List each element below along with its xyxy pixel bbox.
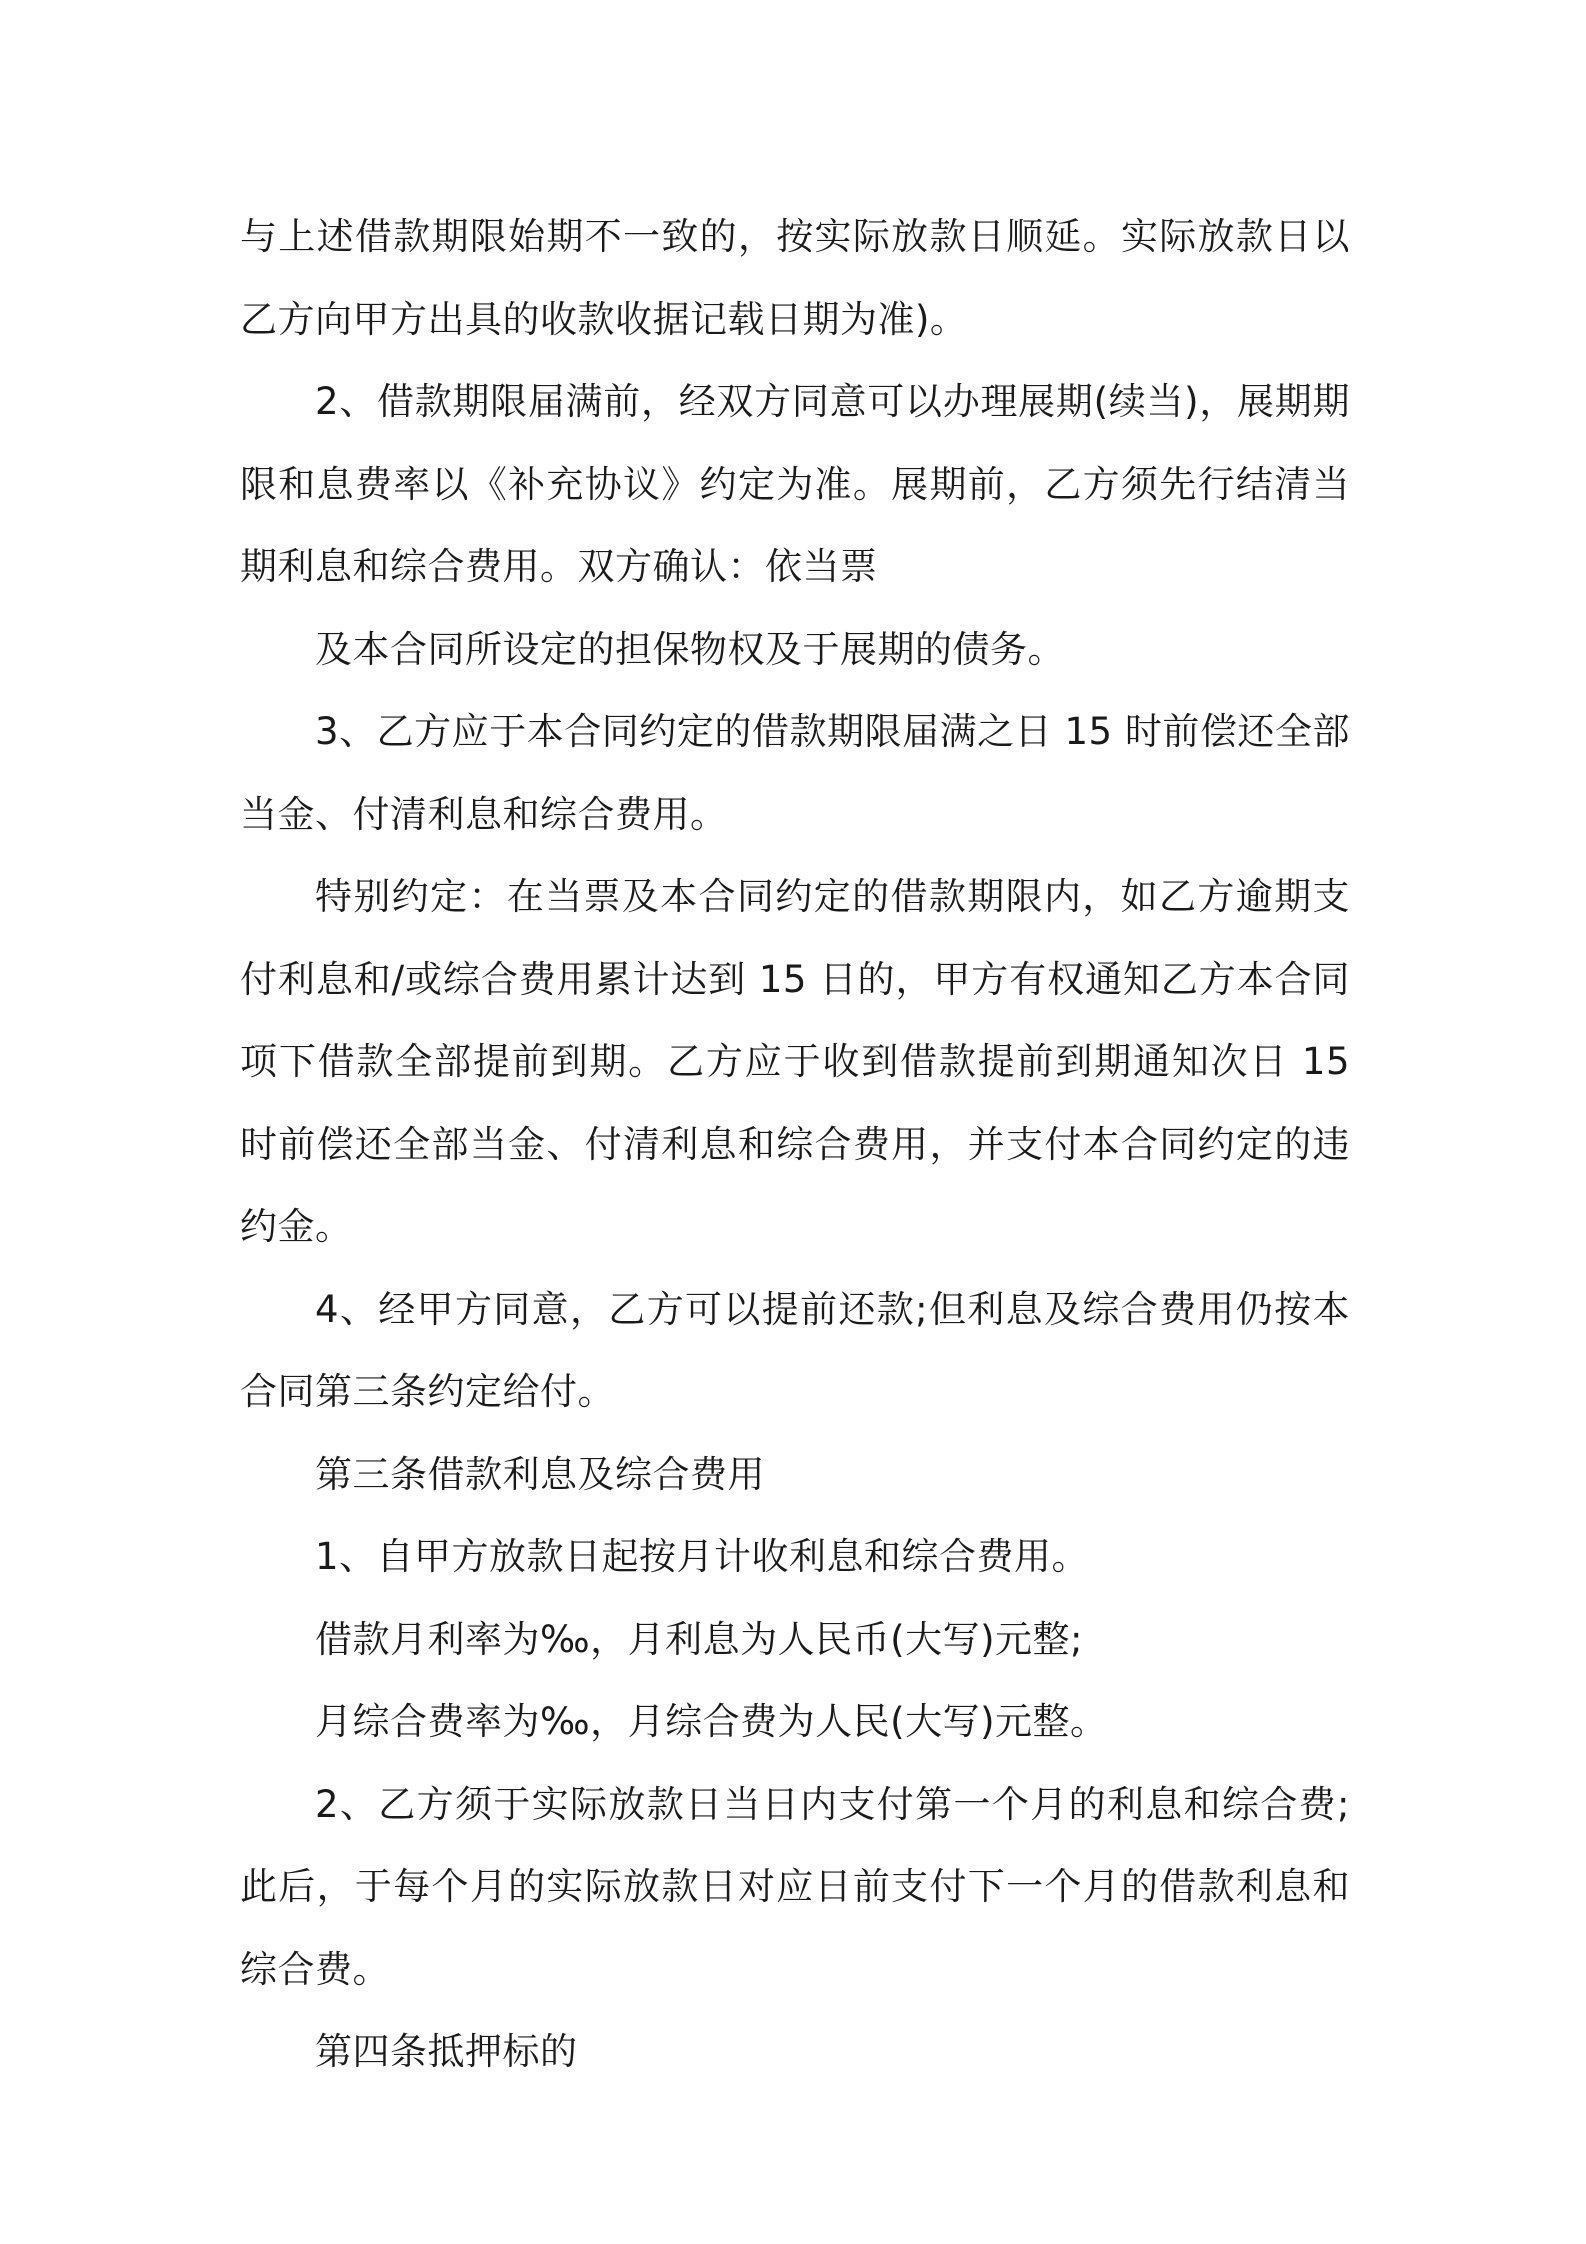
paragraph-10: 月综合费率为‰，月综合费为人民(大写)元整。 — [315, 1700, 1108, 1743]
paragraph-2: 2、借款期限届满前，经双方同意可以办理展期(续当)，展期期限和息费率以《补充协议》约定为准。展期前，乙方须先行结清当期利息和综合费用。双方确认：依当票 — [240, 380, 1350, 588]
paragraph-8: 1、自甲方放款日起按月计收利息和综合费用。 — [315, 1535, 1090, 1578]
paragraph-3: 及本合同所设定的担保物权及于展期的债务。 — [315, 627, 1065, 671]
paragraph-11: 2、乙方须于实际放款日当日内支付第一个月的利息和综合费;此后，于每个月的实际放款日对应日前支付下一个月的借款利息和综合费。 — [240, 1782, 1350, 1991]
paragraph-6: 4、经甲方同意，乙方可以提前还款;但利息及综合费用仍按本合同第三条约定给付。 — [240, 1287, 1350, 1413]
section-heading-3: 第三条借款利息及综合费用 — [315, 1452, 765, 1496]
paragraph-9: 借款月利率为‰，月利息为人民币(大写)元整; — [315, 1617, 1083, 1661]
paragraph-5: 特别约定：在当票及本合同约定的借款期限内，如乙方逾期支付利息和/或综合费用累计达到 15 日的，甲方有权通知乙方本合同项下借款全部提前到期。乙方应于收到借款提前到期通知次日 15 时前偿还全部当金、付清利息和综合费用，并支付本合同约定的违约金。 — [240, 875, 1350, 1248]
document-body — [240, 196, 1350, 2094]
paragraph-1: 与上述借款期限始期不一致的，按实际放款日顺延。实际放款日以乙方向甲方出具的收款收据记载日期为准)。 — [240, 215, 1350, 341]
paragraph-4: 3、乙方应于本合同约定的借款期限届满之日 15 时前偿还全部当金、付清利息和综合费用。 — [240, 710, 1350, 836]
section-heading-4: 第四条抵押标的 — [315, 2030, 578, 2073]
